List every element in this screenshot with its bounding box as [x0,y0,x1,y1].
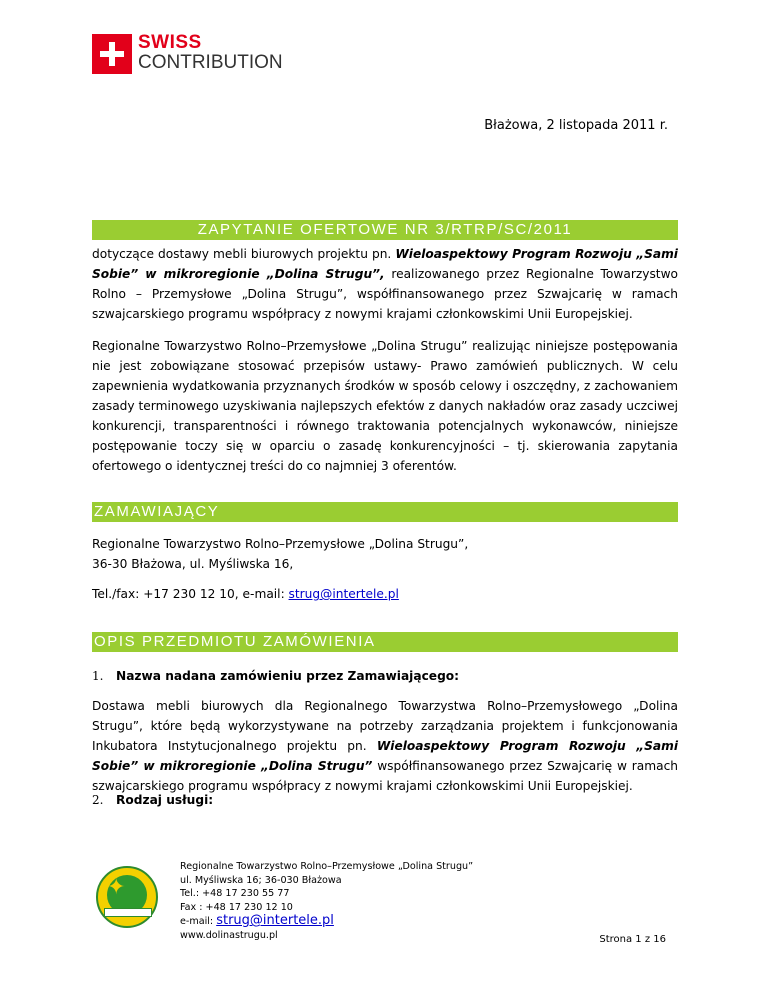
footer-website[interactable]: www.dolinastrugu.pl [180,929,278,941]
zamawiajacy-contact [92,584,678,604]
zamawiajacy-name: Regionalne Towarzystwo Rolno–Przemysłowe „Dolina Strugu”, [92,537,469,551]
zamawiajacy-email-link[interactable]: strug@intertele.pl [288,587,399,601]
item-label: Rodzaj usługi: [116,793,214,807]
opis-item-2 [92,790,678,810]
opis-description [92,696,678,796]
footer-email-prefix: e-mail: [180,916,217,927]
item-number: 2. [92,793,104,807]
footer-org: Regionalne Towarzystwo Rolno–Przemysłowe „Dolina Strugu” [180,861,474,872]
footer-address: ul. Myśliwska 16; 36-030 Błażowa [180,874,342,886]
desc-part1: Dostawa mebli biurowych dla Regionalnego Towarzystwa Rolno–Przemysłowego „Dolina Strugu”, które będą wykorzystywane na potrzeby zarządzania projektem i funkcjonowania Inkubatora Instytucjonalnego projektu pn. [92,699,678,753]
emblem-ribbon [104,908,152,917]
section-heading-opis: OPIS PRZEDMIOTU ZAMÓWIENIA [92,632,678,652]
footer-contact [180,860,500,942]
footer-tel: Tel.: +48 17 230 55 77 [180,888,290,899]
swiss-flag-icon [92,34,132,74]
intro-project-name: Wieloaspektowy Program Rozwoju „Sami Sobie” w mikroregionie „Dolina Strugu”, [92,247,678,281]
section-heading-zamawiajacy: ZAMAWIAJĄCY [92,502,678,522]
swiss-contribution-logo [92,34,292,76]
legal-paragraph: Regionalne Towarzystwo Rolno–Przemysłowe „Dolina Strugu” realizując niniejsze postępowania nie jest zobowiązane stosować przepisów ustawy- Prawo zamówień publicznych. W celu zapewnienia wydatkowania przyznanych środków w sposób celowy i oszczędny, z zachowaniem zasady terminowego uzyskiwania najlepszych efektów z danych nakładów oraz zasady uczciwej konkurencji, transparentności i równego traktowania potencjalnych wykonawców, niniejsze postępowanie toczy się w oparciu o zasadę konkurencyjności – tj. skierowania zapytania ofertowego o identycznej treści do co najmniej 3 oferentów. [92,339,678,473]
item-label: Nazwa nadana zamówieniu przez Zamawiającego: [116,669,460,683]
desc-project-name: Wieloaspektowy Program Rozwoju „Sami Sobie” w mikroregionie „Dolina Strugu” [92,739,678,773]
intro-paragraph [92,244,678,324]
document-date: Błażowa, 2 listopada 2011 r. [484,118,668,133]
logo-line1: SWISS [138,32,202,53]
intro-part1: dotyczące dostawy mebli biurowych projektu pn. [92,247,396,261]
footer-fax: Fax : +48 17 230 12 10 [180,901,293,913]
zamawiajacy-address: 36-30 Błażowa, ul. Myśliwska 16, [92,557,294,571]
dolina-strugu-emblem-icon [96,866,158,928]
page-number: Strona 1 z 16 [599,934,666,945]
emblem-star-icon: ✦ [107,875,126,900]
opis-item-1 [92,666,678,686]
footer-email [180,914,500,929]
logo-line2: CONTRIBUTION [138,52,283,73]
item-number: 1. [92,669,104,683]
document-title: ZAPYTANIE OFERTOWE NR 3/RTRP/SC/2011 [92,220,678,240]
desc-part2: współfinansowanego przez Szwajcarię w ramach szwajcarskiego programu współpracy z nowymi krajami członkowskimi Unii Europejskiej. [92,759,678,793]
intro-part2: realizowanego przez Regionalne Towarzystwo Rolno – Przemysłowe „Dolina Strugu”, współfinansowanego przez Szwajcarię w ramach szwajcarskiego programu współpracy z nowymi krajami członkowskimi Unii Europejskiej. [92,267,678,321]
contact-prefix: Tel./fax: +17 230 12 10, e-mail: [92,587,289,601]
footer-email-link[interactable]: strug@intertele.pl [216,913,334,928]
